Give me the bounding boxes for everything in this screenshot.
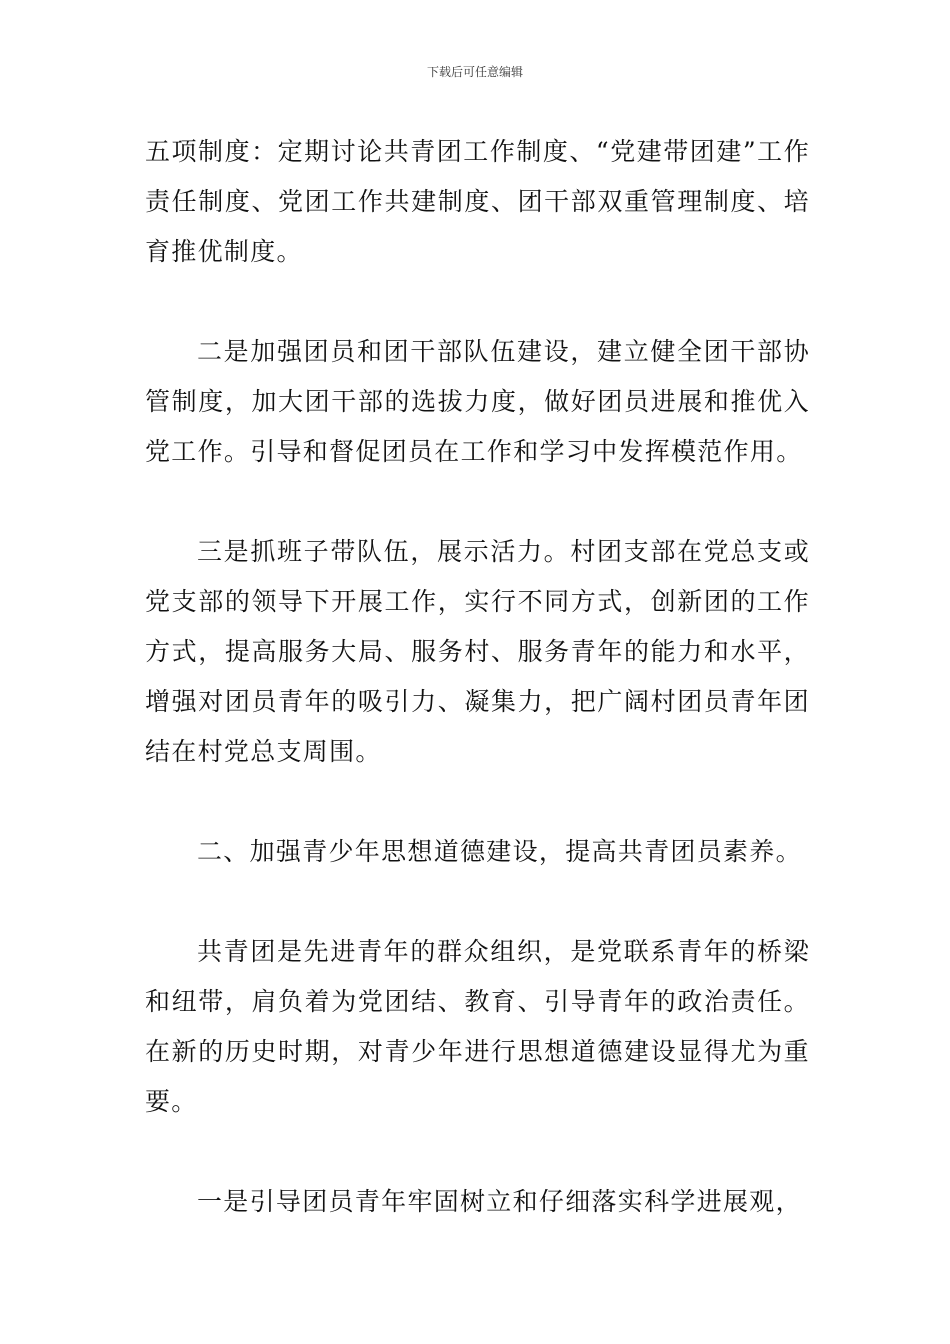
paragraph-guidance: 一是引导团员青年牢固树立和仔细落实科学进展观， xyxy=(197,1187,802,1216)
document-body xyxy=(145,127,810,1227)
paragraph-team-building: 二是加强团员和团干部队伍建设，建立健全团干部协管制度，加大团干部的选拔力度，做好团员进展和推优入党工作。引导和督促团员在工作和学习中发挥模范作用。 xyxy=(145,337,810,466)
page-header: 下载后可任意编辑 xyxy=(426,65,523,79)
paragraph-five-systems: 五项制度：定期讨论共青团工作制度、“党建带团建”工作责任制度、党团工作共建制度、团干部双重管理制度、培育推优制度。 xyxy=(145,137,810,266)
paragraph-leadership: 三是抓班子带队伍，展示活力。村团支部在党总支或党支部的领导下开展工作，实行不同方式，创新团的工作方式，提高服务大局、服务村、服务青年的能力和水平，增强对团员青年的吸引力、凝集力，把广阔村团员青年团结在村党总支周围。 xyxy=(145,537,810,766)
section-heading-ideology: 二、加强青少年思想道德建设，提高共青团员素养。 xyxy=(197,837,802,866)
paragraph-youth-league: 共青团是先进青年的群众组织，是党联系青年的桥梁和纽带，肩负着为党团结、教育、引导青年的政治责任。在新的历史时期，对青少年进行思想道德建设显得尤为重要。 xyxy=(145,937,810,1116)
